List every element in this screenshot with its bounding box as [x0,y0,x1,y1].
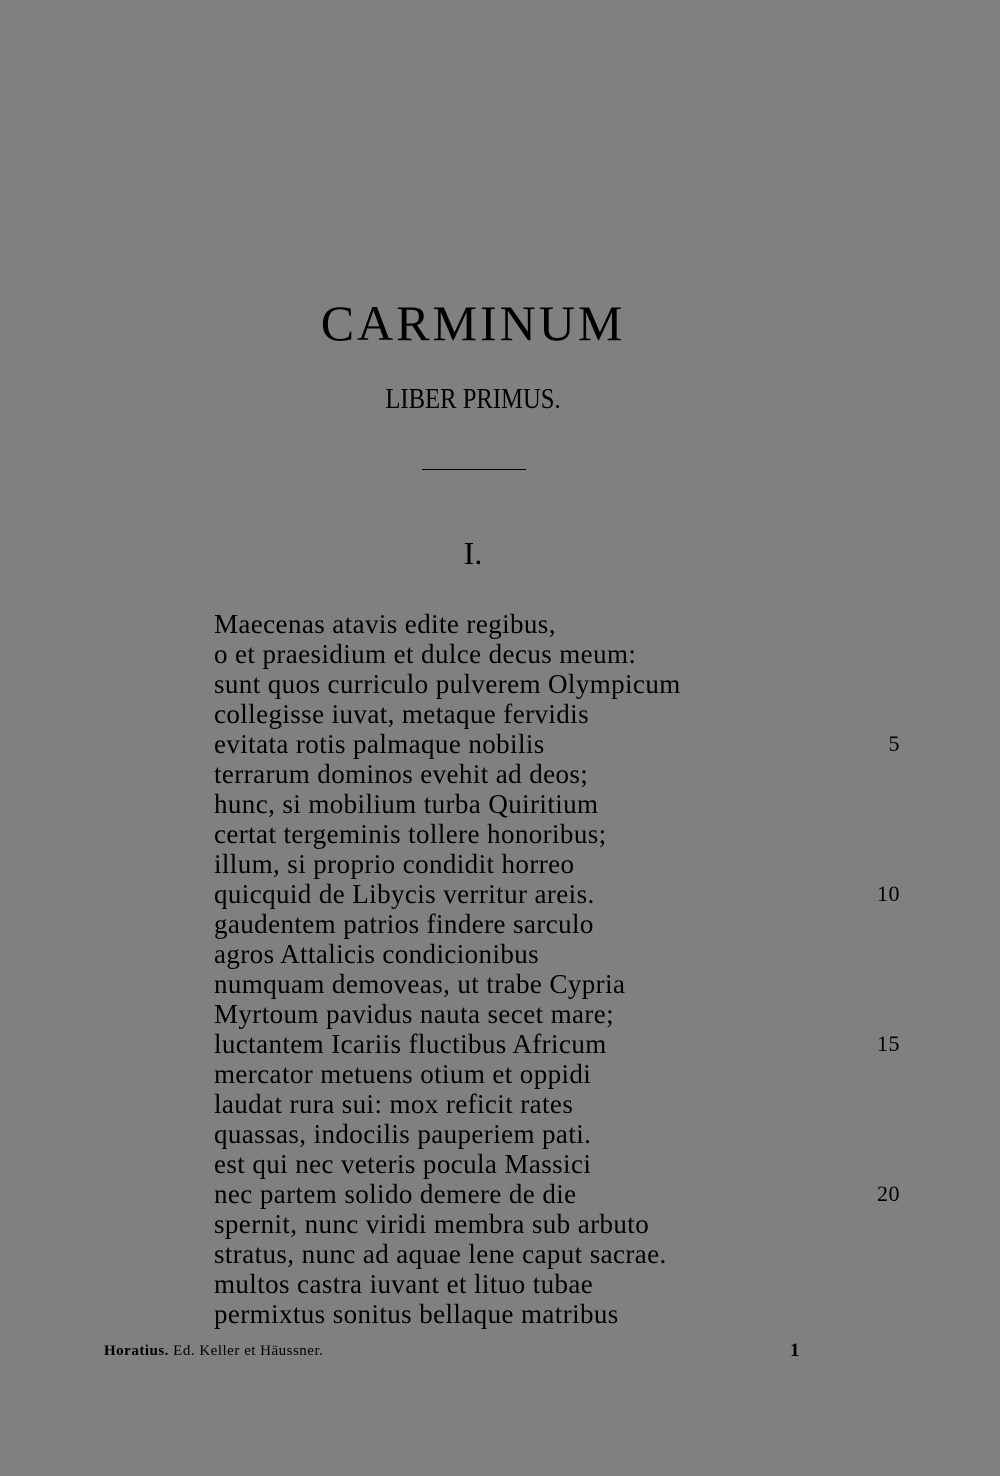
verse-text: evitata rotis palmaque nobilis [214,729,545,759]
verse-text: nec partem solido demere de die [214,1179,577,1209]
verse-line [214,1299,904,1329]
verse-line [214,1029,904,1059]
line-number: 10 [877,881,900,906]
footer-imprint [104,1341,323,1361]
verse-text: illum, si proprio condidit horreo [214,849,575,879]
verse-text: Myrtoum pavidus nauta secet mare; [214,999,615,1029]
verse-text: spernit, nunc viridi membra sub arbuto [214,1209,650,1239]
verse-line [214,819,904,849]
book-subtitle: LIBER PRIMUS. [385,383,561,415]
line-number: 15 [877,1031,900,1056]
verse-line [214,849,904,879]
verse-line [214,1059,904,1089]
verse-text: permixtus sonitus bellaque matribus [214,1299,619,1329]
verse-line [214,969,904,999]
verse-text: Maecenas atavis edite regibus, [214,609,556,639]
verse-line [214,1179,904,1209]
verse-line [214,1269,904,1299]
verse-line [214,1209,904,1239]
verse-text: quicquid de Libycis verritur areis. [214,879,595,909]
book-title: CARMINUM [320,295,626,351]
verse-line [214,729,904,759]
verse-line [214,789,904,819]
verse-text: sunt quos curriculo pulverem Olympicum [214,669,681,699]
verse-line [214,669,904,699]
verse-line [214,759,904,789]
verse-text: laudat rura sui: mox reficit rates [214,1089,574,1119]
verse-text: hunc, si mobilium turba Quiritium [214,789,599,819]
verse-text: quassas, indocilis pauperiem pati. [214,1119,592,1149]
verse-text: mercator metuens otium et oppidi [214,1059,592,1089]
poem-text [214,609,904,1329]
verse-text: est qui nec veteris pocula Massici [214,1149,592,1179]
section-divider [422,469,526,470]
verse-line [214,1239,904,1269]
footer-edition: Ed. Keller et Häussner. [173,1343,324,1359]
verse-text: agros Attalicis condicionibus [214,939,540,969]
verse-line [214,909,904,939]
verse-line [214,1149,904,1179]
verse-text: stratus, nunc ad aquae lene caput sacrae. [214,1239,667,1269]
verse-text: luctantem Icariis fluctibus Africum [214,1029,607,1059]
line-number: 5 [888,731,900,756]
ode-number: I. [463,535,483,571]
verse-text: numquam demoveas, ut trabe Cypria [214,969,626,999]
verse-line [214,879,904,909]
line-number: 20 [877,1181,900,1206]
sheet-signature: 1 [790,1340,800,1361]
verse-text: multos castra iuvant et lituo tubae [214,1269,594,1299]
verse-text: terrarum dominos evehit ad deos; [214,759,589,789]
verse-text: collegisse iuvat, metaque fervidis [214,699,589,729]
verse-line [214,609,904,639]
verse-line [214,639,904,669]
verse-line [214,999,904,1029]
verse-line [214,1119,904,1149]
verse-line [214,1089,904,1119]
verse-line [214,939,904,969]
verse-text: certat tergeminis tollere honoribus; [214,819,607,849]
footer-author: Horatius. [104,1343,169,1359]
verse-line [214,699,904,729]
verse-text: gaudentem patrios findere sarculo [214,909,594,939]
verse-text: o et praesidium et dulce decus meum: [214,639,637,669]
